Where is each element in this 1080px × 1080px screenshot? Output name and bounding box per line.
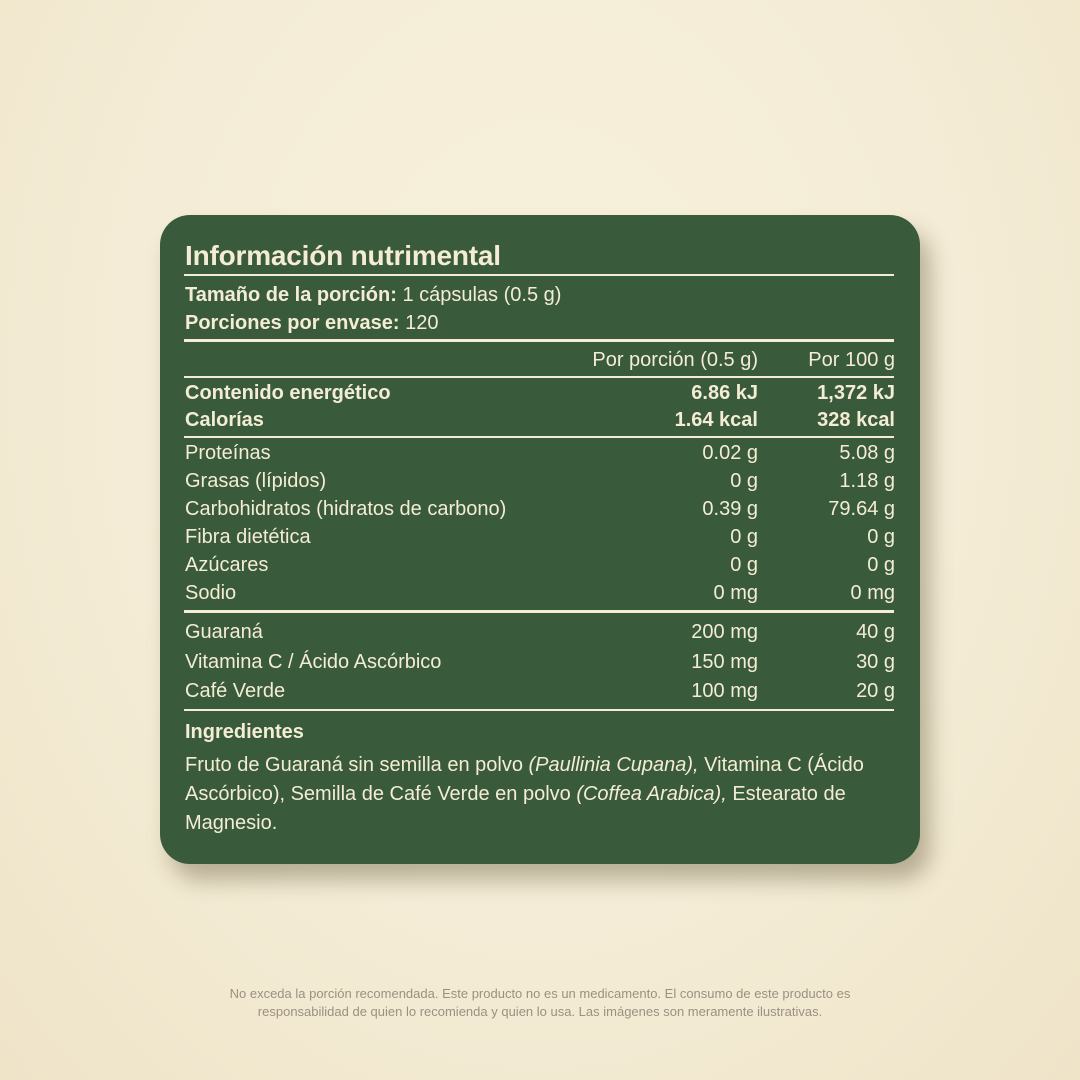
ingredients-text [185,751,905,838]
calories-per-100g: 328 kcal [817,409,895,431]
ingredients-title: Ingredientes [185,721,304,743]
nutrient-per-100g: 0 mg [850,582,895,604]
ingredients-text-part: Estearato de Magnesio. [185,783,846,834]
nutrition-facts-panel [160,215,920,864]
nutrient-per-serving: 0.39 g [702,498,758,520]
servings-value: 120 [405,312,439,334]
ingredients-scientific-name: (Paullinia Cupana), [528,754,699,776]
nutrient-label: Azúcares [185,554,269,576]
divider [184,274,894,276]
calories-per-serving: 1.64 kcal [674,409,758,431]
divider [184,610,894,613]
ingredients-text-part: Fruto de Guaraná sin semilla en polvo [185,754,529,776]
nutrient-per-100g: 0 g [867,554,895,576]
nutrient-per-100g: 0 g [867,526,895,548]
nutrient-per-serving: 0.02 g [702,442,758,464]
nutrient-label: Sodio [185,582,237,604]
nutrient-per-serving: 0 g [730,554,758,576]
panel-title: Información nutrimental [185,240,501,271]
nutrient-label: Grasas (lípidos) [185,470,327,492]
divider [184,376,894,378]
ingredients-scientific-name: (Coffea Arabica), [576,783,727,805]
disclaimer-line: No exceda la porción recomendada. Este producto no es un medicamento. El consumo de este producto es [229,986,851,1001]
nutrient-per-serving: 0 g [730,526,758,548]
active-label: Guaraná [185,621,263,643]
divider [184,339,894,342]
energy-per-100g: 1,372 kJ [817,382,895,404]
nutrient-per-serving: 0 g [730,470,758,492]
active-per-serving: 100 mg [691,680,758,702]
energy-label: Contenido energético [185,382,391,404]
nutrient-label: Proteínas [185,442,271,464]
active-per-100g: 30 g [856,651,895,673]
ingredients-text-part: Vitamina C (Ácido Ascórbico), Semilla de Café Verde en polvo [185,754,864,805]
active-per-serving: 200 mg [691,621,758,643]
calories-label: Calorías [185,409,264,431]
nutrient-per-100g: 1.18 g [839,470,895,492]
active-per-100g: 20 g [856,680,895,702]
disclaimer-line: responsabilidad de quien lo recomienda y quien lo usa. Las imágenes son meramente ilustrativas. [257,1004,823,1019]
divider [184,436,894,438]
active-per-serving: 150 mg [691,651,758,673]
disclaimer [100,985,980,1021]
nutrient-per-100g: 79.64 g [828,498,895,520]
energy-per-serving: 6.86 kJ [691,382,758,404]
active-label: Café Verde [185,680,286,702]
servings-label: Porciones por envase: [185,312,400,334]
serving-size-row [185,283,561,307]
nutrient-label: Carbohidratos (hidratos de carbono) [185,498,507,520]
serving-size-value: 1 cápsulas (0.5 g) [402,284,562,306]
column-header-per-serving: Por porción (0.5 g) [592,349,758,371]
active-per-100g: 40 g [856,621,895,643]
nutrient-per-serving: 0 mg [713,582,758,604]
nutrient-label: Fibra dietética [185,526,311,548]
active-label: Vitamina C / Ácido Ascórbico [185,651,442,673]
divider [184,709,894,711]
nutrient-per-100g: 5.08 g [839,442,895,464]
serving-size-label: Tamaño de la porción: [185,284,397,306]
servings-row [185,311,438,335]
column-header-per-100g: Por 100 g [808,349,895,371]
